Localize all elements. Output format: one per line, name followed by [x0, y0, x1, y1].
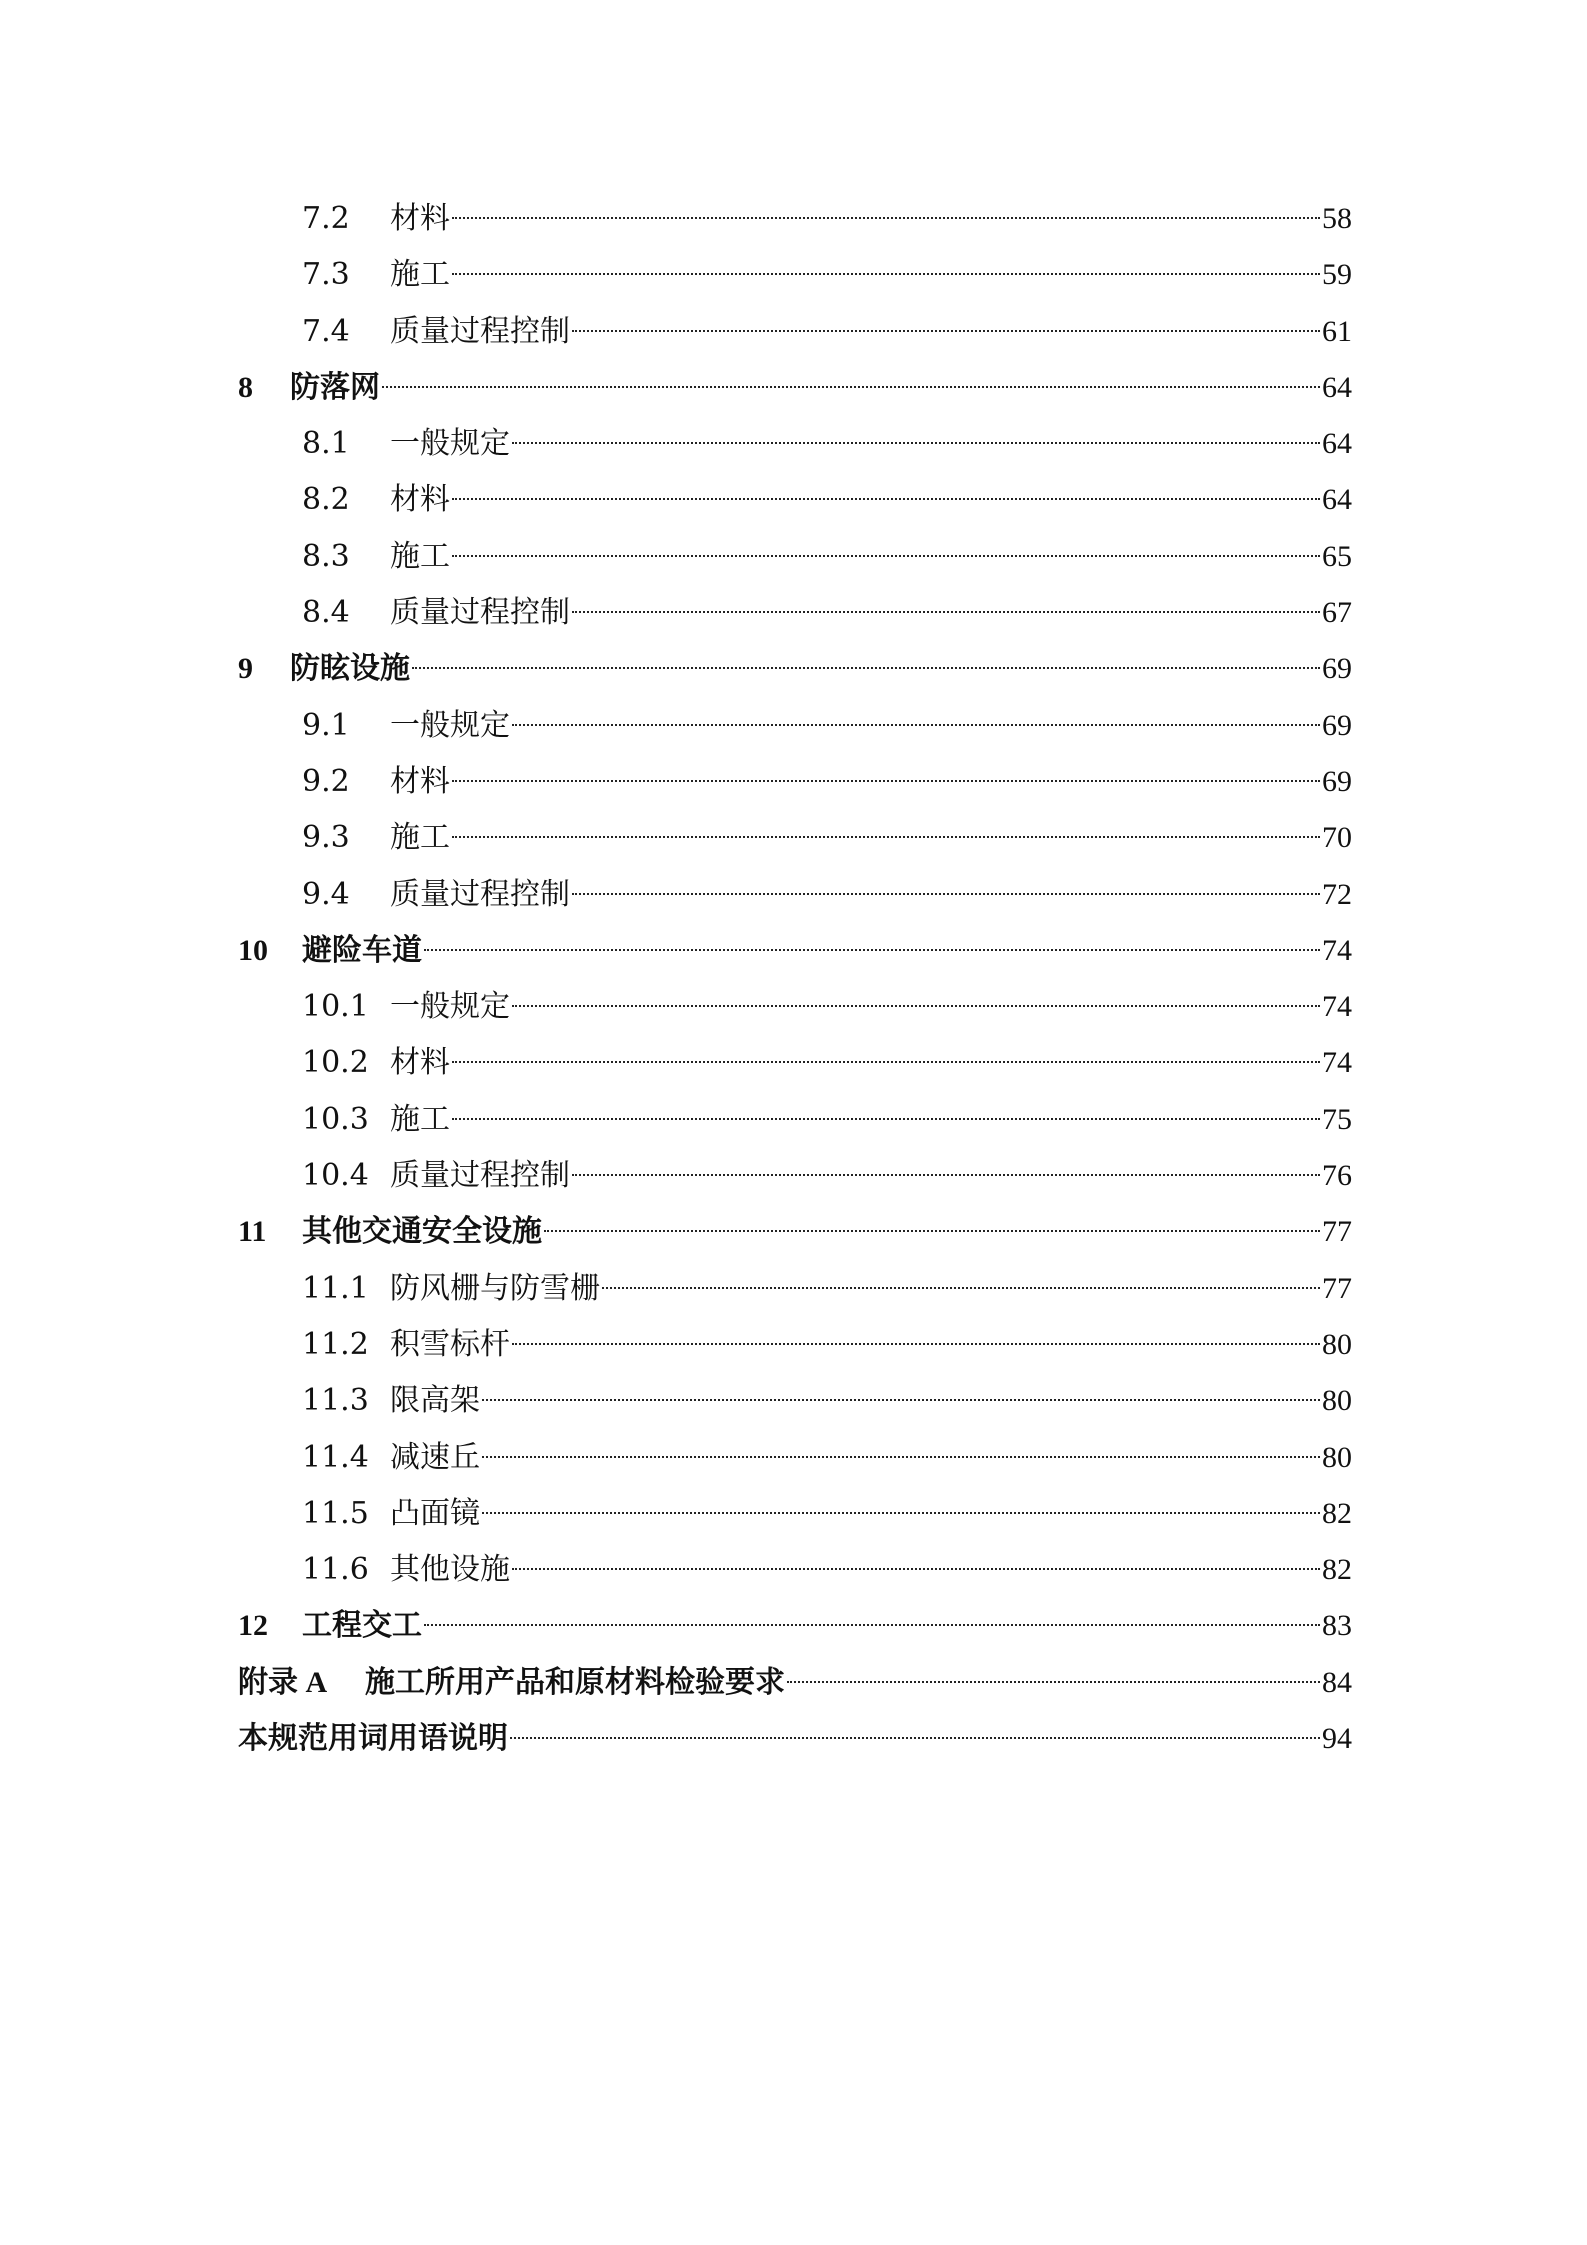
toc-entry-title: 质量过程控制 [390, 876, 570, 912]
toc-entry-title: 质量过程控制 [390, 1158, 570, 1194]
toc-entry-number: 9.2 [302, 763, 350, 799]
dot-leader [424, 949, 1320, 951]
toc-section-entry[interactable] [238, 1373, 1352, 1429]
toc-section-entry[interactable] [238, 1035, 1352, 1091]
toc-section-entry[interactable] [238, 1148, 1352, 1204]
toc-entry-title: 避险车道 [302, 932, 422, 968]
toc-entry-title: 防风栅与防雪栅 [390, 1270, 600, 1306]
toc-entry-title: 施工 [390, 1101, 450, 1137]
toc-entry-title: 质量过程控制 [390, 313, 570, 349]
toc-entry-number: 8.1 [302, 426, 350, 462]
toc-entry-title: 一般规定 [390, 707, 510, 743]
toc-section-entry[interactable] [238, 867, 1352, 923]
toc-section-entry[interactable] [238, 416, 1352, 472]
dot-leader [452, 498, 1320, 500]
toc-entry-title: 积雪标杆 [390, 1326, 510, 1362]
toc-page-number: 72 [1322, 877, 1352, 911]
toc-entry-title: 材料 [390, 763, 450, 799]
toc-page-number: 80 [1322, 1384, 1352, 1418]
toc-entry-number: 9.1 [302, 707, 350, 743]
dot-leader [512, 442, 1320, 444]
toc-page-number: 80 [1322, 1440, 1352, 1474]
toc-section-entry[interactable] [238, 698, 1352, 754]
toc-entry-title: 凸面镜 [390, 1495, 480, 1531]
toc-entry-title: 施工 [390, 820, 450, 856]
toc-page-number: 77 [1322, 1271, 1352, 1305]
dot-leader [512, 1568, 1320, 1570]
toc-chapter-entry[interactable] [238, 1655, 1352, 1711]
toc-entry-number: 11.5 [302, 1495, 369, 1531]
toc-section-entry[interactable] [238, 1092, 1352, 1148]
dot-leader [512, 1343, 1320, 1345]
toc-page-number: 82 [1322, 1553, 1352, 1587]
toc-entry-number: 11.1 [302, 1270, 369, 1306]
toc-entry-title: 限高架 [390, 1383, 480, 1419]
toc-page-number: 76 [1322, 1159, 1352, 1193]
dot-leader [544, 1230, 1320, 1232]
dot-leader [572, 611, 1320, 613]
toc-page-number: 58 [1322, 202, 1352, 235]
toc-entry-number: 11 [238, 1215, 267, 1249]
toc-entry-title: 施工所用产品和原材料检验要求 [365, 1664, 785, 1700]
toc-entry-title: 工程交工 [302, 1608, 422, 1644]
toc-entry-title: 一般规定 [390, 426, 510, 462]
dot-leader [452, 1061, 1320, 1063]
toc-chapter-entry[interactable] [238, 1711, 1352, 1767]
dot-leader [452, 217, 1320, 219]
toc-entry-number: 10.3 [302, 1101, 369, 1137]
toc-page-number: 64 [1322, 427, 1352, 461]
dot-leader [382, 386, 1320, 388]
toc-section-entry[interactable] [238, 1542, 1352, 1598]
dot-leader [512, 724, 1320, 726]
toc-section-entry[interactable] [238, 1486, 1352, 1542]
toc-entry-number: 9 [238, 652, 253, 686]
toc-entry-number: 10.2 [302, 1045, 369, 1081]
toc-page-number: 77 [1322, 1215, 1352, 1249]
toc-page-number: 70 [1322, 821, 1352, 855]
toc-page-number: 74 [1322, 990, 1352, 1024]
toc-entry-title: 减速丘 [390, 1439, 480, 1475]
toc-entry-title: 材料 [390, 201, 450, 236]
toc-section-entry[interactable] [238, 1261, 1352, 1317]
toc-entry-number: 10.4 [302, 1158, 369, 1194]
toc-page-number: 69 [1322, 764, 1352, 798]
toc-entry-title: 其他设施 [390, 1552, 510, 1588]
toc-section-entry[interactable] [238, 810, 1352, 866]
toc-entry-number: 10.1 [302, 989, 369, 1025]
dot-leader [510, 1737, 1320, 1739]
toc-page-number: 80 [1322, 1327, 1352, 1361]
toc-entry-number: 12 [238, 1609, 268, 1643]
dot-leader [452, 780, 1320, 782]
toc-entry-title: 其他交通安全设施 [302, 1214, 542, 1250]
toc-page-number: 69 [1322, 708, 1352, 742]
dot-leader [572, 1174, 1320, 1176]
toc-page-number: 74 [1322, 1046, 1352, 1080]
toc-entry-number: 7.4 [302, 313, 350, 349]
toc-section-entry[interactable] [238, 247, 1352, 303]
toc-page-number: 82 [1322, 1496, 1352, 1530]
toc-section-entry[interactable] [238, 304, 1352, 360]
toc-entry-number: 10 [238, 933, 268, 967]
toc-page-number: 75 [1322, 1102, 1352, 1136]
dot-leader [512, 1005, 1320, 1007]
toc-section-entry[interactable] [238, 1430, 1352, 1486]
toc-entry-title: 施工 [390, 257, 450, 293]
toc-chapter-entry[interactable] [238, 641, 1352, 697]
dot-leader [572, 330, 1320, 332]
dot-leader [424, 1624, 1320, 1626]
toc-entry-number: 9.3 [302, 820, 350, 856]
toc-chapter-entry[interactable] [238, 360, 1352, 416]
table-of-contents [238, 191, 1352, 1767]
toc-page-number: 74 [1322, 933, 1352, 967]
toc-chapter-entry[interactable] [238, 1598, 1352, 1654]
toc-section-entry[interactable] [238, 585, 1352, 641]
toc-entry-title: 本规范用词用语说明 [238, 1721, 508, 1757]
toc-entry-number: 7.3 [302, 257, 350, 293]
toc-entry-number: 11.4 [302, 1439, 369, 1475]
toc-entry-number: 8.2 [302, 482, 350, 518]
dot-leader [602, 1287, 1320, 1289]
toc-section-entry[interactable] [238, 1317, 1352, 1373]
toc-entry-number: 8 [238, 370, 253, 404]
toc-entry-number: 9.4 [302, 876, 350, 912]
toc-entry-title: 防落网 [290, 369, 380, 405]
toc-section-entry[interactable] [238, 979, 1352, 1035]
toc-chapter-entry[interactable] [238, 923, 1352, 979]
toc-page-number: 69 [1322, 652, 1352, 686]
toc-section-entry[interactable] [238, 754, 1352, 810]
toc-chapter-entry[interactable] [238, 1204, 1352, 1260]
dot-leader [452, 273, 1320, 275]
toc-entry-title: 防眩设施 [290, 651, 410, 687]
toc-page-number: 84 [1322, 1665, 1352, 1699]
toc-section-entry[interactable] [238, 529, 1352, 585]
toc-entry-title: 材料 [390, 482, 450, 518]
dot-leader [452, 1118, 1320, 1120]
toc-entry-title: 材料 [390, 1045, 450, 1081]
toc-entry-number: 11.2 [302, 1326, 369, 1362]
toc-entry-number: 8.4 [302, 595, 350, 631]
toc-entry-number: 7.2 [302, 201, 350, 236]
dot-leader [482, 1456, 1320, 1458]
toc-entry-number: 8.3 [302, 538, 350, 574]
toc-entry-number: 11.6 [302, 1552, 369, 1588]
dot-leader [482, 1512, 1320, 1514]
toc-page-number: 65 [1322, 539, 1352, 573]
dot-leader [572, 893, 1320, 895]
toc-entry-title: 一般规定 [390, 989, 510, 1025]
toc-page-number: 59 [1322, 258, 1352, 292]
dot-leader [452, 555, 1320, 557]
dot-leader [482, 1399, 1320, 1401]
dot-leader [412, 667, 1320, 669]
toc-page-number: 64 [1322, 370, 1352, 404]
toc-entry-number: 附录 A [238, 1665, 328, 1699]
dot-leader [452, 836, 1320, 838]
dot-leader [787, 1681, 1320, 1683]
toc-entry-number: 11.3 [302, 1383, 369, 1419]
toc-page-number: 64 [1322, 483, 1352, 517]
toc-page-number: 61 [1322, 314, 1352, 348]
toc-entry-title: 质量过程控制 [390, 595, 570, 631]
toc-page-number: 67 [1322, 596, 1352, 630]
toc-section-entry[interactable] [238, 191, 1352, 247]
toc-section-entry[interactable] [238, 472, 1352, 528]
toc-page-number: 94 [1322, 1722, 1352, 1756]
toc-entry-title: 施工 [390, 538, 450, 574]
toc-page-number: 83 [1322, 1609, 1352, 1643]
